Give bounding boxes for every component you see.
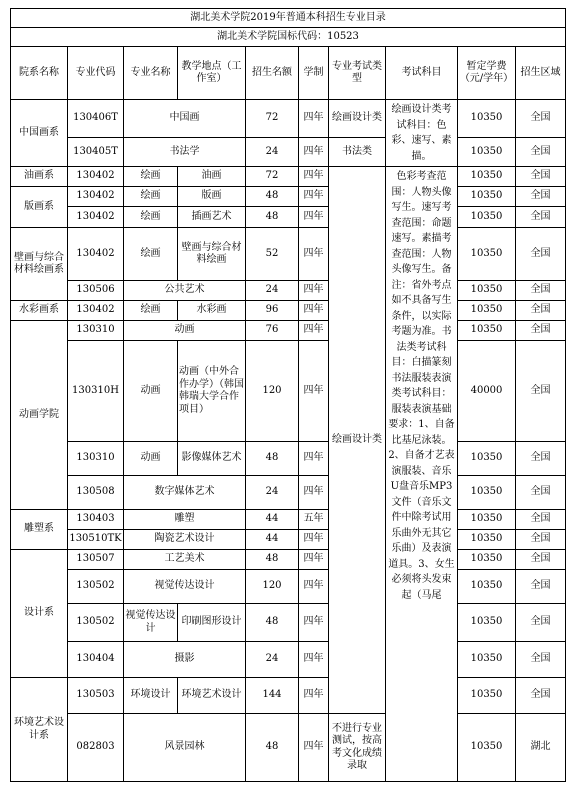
major-cell: 视觉传达设计 bbox=[124, 604, 178, 642]
dept-cell: 雕塑系 bbox=[11, 510, 68, 550]
code-cell: 130503 bbox=[68, 678, 124, 714]
exam-cell: 绘画设计类 bbox=[329, 100, 386, 138]
region-cell: 全国 bbox=[516, 321, 566, 341]
site-cell: 影像媒体艺术 bbox=[178, 442, 246, 476]
region-cell: 全国 bbox=[516, 100, 566, 138]
major-cell: 书法学 bbox=[124, 138, 246, 167]
fee-cell: 10350 bbox=[458, 187, 516, 207]
years-cell: 四年 bbox=[299, 604, 329, 642]
site-cell: 环境艺术设计 bbox=[178, 678, 246, 714]
code-cell: 130402 bbox=[68, 167, 124, 187]
table-subtitle: 湖北美术学院国标代码：10523 bbox=[11, 28, 566, 47]
fee-cell: 10350 bbox=[458, 678, 516, 714]
table-row bbox=[11, 341, 566, 442]
header-region: 招生区域 bbox=[516, 47, 566, 100]
major-cell: 绘画 bbox=[124, 187, 178, 207]
code-cell: 130406T bbox=[68, 100, 124, 138]
table-title: 湖北美术学院2019年普通本科招生专业目录 bbox=[11, 9, 566, 28]
site-cell: 插画艺术 bbox=[178, 207, 246, 228]
fee-cell: 10350 bbox=[458, 301, 516, 321]
code-cell: 130310 bbox=[68, 442, 124, 476]
header-years: 学制 bbox=[299, 47, 329, 100]
table-row bbox=[11, 642, 566, 678]
region-cell: 全国 bbox=[516, 281, 566, 301]
fee-cell: 10350 bbox=[458, 281, 516, 301]
quota-cell: 144 bbox=[246, 678, 299, 714]
table-row bbox=[11, 510, 566, 530]
quota-cell: 44 bbox=[246, 510, 299, 530]
table-row bbox=[11, 321, 566, 341]
code-cell: 130506 bbox=[68, 281, 124, 301]
code-cell: 130402 bbox=[68, 228, 124, 281]
quota-cell: 24 bbox=[246, 281, 299, 301]
header-fee: 暂定学费（元/学年） bbox=[458, 47, 516, 100]
region-cell: 全国 bbox=[516, 476, 566, 510]
exam-cell: 绘画设计类 bbox=[329, 167, 386, 714]
quota-cell: 76 bbox=[246, 321, 299, 341]
header-major: 专业名称 bbox=[124, 47, 178, 100]
region-cell: 全国 bbox=[516, 207, 566, 228]
site-cell: 水彩画 bbox=[178, 301, 246, 321]
years-cell: 四年 bbox=[299, 187, 329, 207]
years-cell: 四年 bbox=[299, 678, 329, 714]
years-cell: 四年 bbox=[299, 442, 329, 476]
years-cell: 五年 bbox=[299, 510, 329, 530]
table-row bbox=[11, 678, 566, 714]
dept-cell: 动画学院 bbox=[11, 321, 68, 510]
table-row bbox=[11, 138, 566, 167]
dept-cell: 壁画与综合材料绘画系 bbox=[11, 228, 68, 301]
table-row bbox=[11, 301, 566, 321]
exam-cell: 书法类 bbox=[329, 138, 386, 167]
table-row bbox=[11, 714, 566, 782]
region-cell: 全国 bbox=[516, 167, 566, 187]
region-cell: 全国 bbox=[516, 678, 566, 714]
quota-cell: 120 bbox=[246, 341, 299, 442]
header-exam: 专业考试类型 bbox=[329, 47, 386, 100]
site-cell: 版画 bbox=[178, 187, 246, 207]
years-cell: 四年 bbox=[299, 642, 329, 678]
quota-cell: 96 bbox=[246, 301, 299, 321]
region-cell: 全国 bbox=[516, 138, 566, 167]
catalog-table bbox=[10, 8, 566, 782]
code-cell: 130402 bbox=[68, 207, 124, 228]
major-cell: 动画 bbox=[124, 321, 246, 341]
fee-cell: 10350 bbox=[458, 167, 516, 187]
table-row bbox=[11, 207, 566, 228]
quota-cell: 24 bbox=[246, 476, 299, 510]
years-cell: 四年 bbox=[299, 341, 329, 442]
fee-cell: 10350 bbox=[458, 550, 516, 570]
code-cell: 130502 bbox=[68, 570, 124, 604]
quota-cell: 48 bbox=[246, 207, 299, 228]
region-cell: 全国 bbox=[516, 604, 566, 642]
major-cell: 摄影 bbox=[124, 642, 246, 678]
quota-cell: 72 bbox=[246, 167, 299, 187]
dept-cell: 设计系 bbox=[11, 550, 68, 678]
quota-cell: 48 bbox=[246, 604, 299, 642]
major-cell: 公共艺术 bbox=[124, 281, 246, 301]
site-cell: 壁画与综合材料绘画 bbox=[178, 228, 246, 281]
quota-cell: 44 bbox=[246, 530, 299, 550]
exam-cell: 不进行专业测试，按高考文化成绩录取 bbox=[329, 714, 386, 782]
fee-cell: 10350 bbox=[458, 714, 516, 782]
region-cell: 全国 bbox=[516, 187, 566, 207]
subjects-top-cell: 绘画设计类考试科目：色彩、速写、素描。 bbox=[386, 100, 458, 167]
fee-cell: 10350 bbox=[458, 530, 516, 550]
header-dept: 院系名称 bbox=[11, 47, 68, 100]
table-row bbox=[11, 167, 566, 187]
years-cell: 四年 bbox=[299, 228, 329, 281]
code-cell: 130405T bbox=[68, 138, 124, 167]
major-cell: 绘画 bbox=[124, 301, 178, 321]
table-row bbox=[11, 604, 566, 642]
major-cell: 动画 bbox=[124, 442, 178, 476]
region-cell: 全国 bbox=[516, 341, 566, 442]
dept-cell: 版画系 bbox=[11, 187, 68, 228]
table-row bbox=[11, 442, 566, 476]
header-quota: 招生名额 bbox=[246, 47, 299, 100]
code-cell: 130502 bbox=[68, 604, 124, 642]
fee-cell: 10350 bbox=[458, 207, 516, 228]
code-cell: 130402 bbox=[68, 187, 124, 207]
fee-cell: 10350 bbox=[458, 642, 516, 678]
quota-cell: 52 bbox=[246, 228, 299, 281]
region-cell: 全国 bbox=[516, 530, 566, 550]
header-code: 专业代码 bbox=[68, 47, 124, 100]
major-cell: 视觉传达设计 bbox=[124, 570, 246, 604]
region-cell: 全国 bbox=[516, 442, 566, 476]
years-cell: 四年 bbox=[299, 530, 329, 550]
subjects-main-cell: 色彩考查范围：人物头像写生。速写考查范围：命题速写。素描考查范围：人物头像写生。备注：省外考点如不具备写生条件，以实际考题为准。书法类考试科目：白描篆刻书法服装表演类考试科目：服装表演基础要求：1、自备比基尼泳装。2、自备才艺表演服装、音乐U盘音乐MP3文件（音乐文件中除考试用乐曲外无其它乐曲）及表演道具。3、女生必须将头发束起（马尾 bbox=[386, 167, 458, 782]
major-cell: 工艺美术 bbox=[124, 550, 246, 570]
quota-cell: 48 bbox=[246, 187, 299, 207]
site-cell: 油画 bbox=[178, 167, 246, 187]
region-cell: 全国 bbox=[516, 510, 566, 530]
major-cell: 中国画 bbox=[124, 100, 246, 138]
region-cell: 全国 bbox=[516, 642, 566, 678]
years-cell: 四年 bbox=[299, 476, 329, 510]
quota-cell: 24 bbox=[246, 138, 299, 167]
site-cell: 印刷图形设计 bbox=[178, 604, 246, 642]
fee-cell: 10350 bbox=[458, 442, 516, 476]
fee-cell: 40000 bbox=[458, 341, 516, 442]
table-row bbox=[11, 550, 566, 570]
quota-cell: 48 bbox=[246, 714, 299, 782]
years-cell: 四年 bbox=[299, 301, 329, 321]
quota-cell: 120 bbox=[246, 570, 299, 604]
table-row bbox=[11, 187, 566, 207]
major-cell: 绘画 bbox=[124, 167, 178, 187]
code-cell: 130507 bbox=[68, 550, 124, 570]
years-cell: 四年 bbox=[299, 167, 329, 187]
dept-cell: 环境艺术设计系 bbox=[11, 678, 68, 782]
region-cell: 湖北 bbox=[516, 714, 566, 782]
code-cell: 130508 bbox=[68, 476, 124, 510]
fee-cell: 10350 bbox=[458, 476, 516, 510]
major-cell: 雕塑 bbox=[124, 510, 246, 530]
major-cell: 风景园林 bbox=[124, 714, 246, 782]
years-cell: 四年 bbox=[299, 570, 329, 604]
dept-cell: 中国画系 bbox=[11, 100, 68, 167]
major-cell: 绘画 bbox=[124, 228, 178, 281]
fee-cell: 10350 bbox=[458, 604, 516, 642]
years-cell: 四年 bbox=[299, 281, 329, 301]
fee-cell: 10350 bbox=[458, 321, 516, 341]
table-row bbox=[11, 281, 566, 301]
table-row bbox=[11, 228, 566, 281]
site-cell: 动画（中外合作办学）（韩国韩瑞大学合作项目） bbox=[178, 341, 246, 442]
fee-cell: 10350 bbox=[458, 570, 516, 604]
years-cell: 四年 bbox=[299, 138, 329, 167]
fee-cell: 10350 bbox=[458, 100, 516, 138]
years-cell: 四年 bbox=[299, 714, 329, 782]
code-cell: 130310H bbox=[68, 341, 124, 442]
region-cell: 全国 bbox=[516, 570, 566, 604]
code-cell: 082803 bbox=[68, 714, 124, 782]
dept-cell: 油画系 bbox=[11, 167, 68, 187]
code-cell: 130404 bbox=[68, 642, 124, 678]
major-cell: 动画 bbox=[124, 341, 178, 442]
code-cell: 130310 bbox=[68, 321, 124, 341]
header-site: 教学地点（工作室） bbox=[178, 47, 246, 100]
code-cell: 130402 bbox=[68, 301, 124, 321]
code-cell: 130403 bbox=[68, 510, 124, 530]
major-cell: 环境设计 bbox=[124, 678, 178, 714]
table-row bbox=[11, 100, 566, 138]
fee-cell: 10350 bbox=[458, 510, 516, 530]
years-cell: 四年 bbox=[299, 321, 329, 341]
quota-cell: 48 bbox=[246, 442, 299, 476]
region-cell: 全国 bbox=[516, 301, 566, 321]
table-row bbox=[11, 530, 566, 550]
quota-cell: 72 bbox=[246, 100, 299, 138]
fee-cell: 10350 bbox=[458, 228, 516, 281]
table-row bbox=[11, 476, 566, 510]
region-cell: 全国 bbox=[516, 550, 566, 570]
years-cell: 四年 bbox=[299, 100, 329, 138]
code-cell: 130510TK bbox=[68, 530, 124, 550]
major-cell: 陶瓷艺术设计 bbox=[124, 530, 246, 550]
years-cell: 四年 bbox=[299, 207, 329, 228]
quota-cell: 48 bbox=[246, 550, 299, 570]
quota-cell: 24 bbox=[246, 642, 299, 678]
header-subjects: 考试科目 bbox=[386, 47, 458, 100]
fee-cell: 10350 bbox=[458, 138, 516, 167]
major-cell: 绘画 bbox=[124, 207, 178, 228]
years-cell: 四年 bbox=[299, 550, 329, 570]
dept-cell: 水彩画系 bbox=[11, 301, 68, 321]
table-row bbox=[11, 570, 566, 604]
region-cell: 全国 bbox=[516, 228, 566, 281]
major-cell: 数字媒体艺术 bbox=[124, 476, 246, 510]
